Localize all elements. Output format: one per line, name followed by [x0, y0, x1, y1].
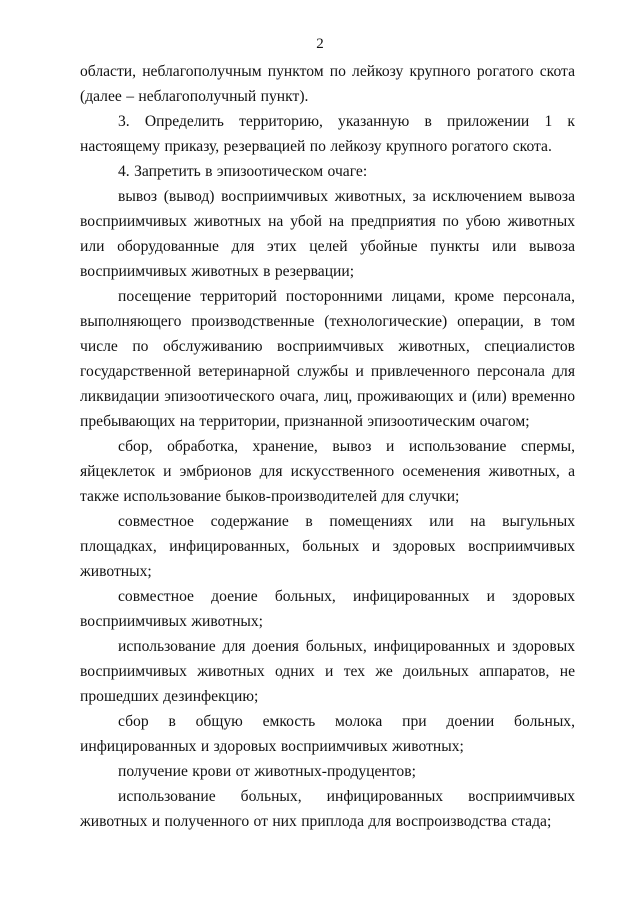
- paragraph-ban-milk-collection: сбор в общую емкость молока при доении больных, инфицированных и здоровых восприимчивых животных;: [80, 713, 575, 755]
- paragraph-ban-removal: вывоз (вывод) восприимчивых животных, за исключением вывоза восприимчивых животных на убой на предприятия по убою животных или оборудованные для этих целей убойные пункты или вывоза восприимчивых животных в резервации;: [80, 188, 575, 280]
- paragraph-ban-reproduction: использование больных, инфицированных восприимчивых животных и полученного от них приплода для воспроизводства стада;: [80, 788, 575, 830]
- paragraph-ban-visits: посещение территорий посторонними лицами, кроме персонала, выполняющего производственные (технологические) операции, в том числе по обслуживанию восприимчивых животных, специалистов государственной ветеринарной службы и привлеченного персонала для ликвидации эпизоотического очага, лиц, проживающих и (или) временно пребывающих на территории, признанной эпизоотическим очагом;: [80, 288, 575, 430]
- paragraph-ban-semen: сбор, обработка, хранение, вывоз и использование спермы, яйцеклеток и эмбрионов для искусственного осеменения животных, а также использование быков-производителей для случки;: [80, 438, 575, 505]
- paragraph-ban-joint-keeping: совместное содержание в помещениях или на выгульных площадках, инфицированных, больных и здоровых восприимчивых животных;: [80, 513, 575, 580]
- paragraph-ban-blood: получение крови от животных-продуцентов;: [118, 763, 416, 780]
- document-body: [80, 59, 575, 834]
- paragraph-ban-joint-milking: совместное доение больных, инфицированных и здоровых восприимчивых животных;: [80, 588, 575, 630]
- page-number: 2: [316, 36, 324, 52]
- paragraph-ban-shared-apparatus: использование для доения больных, инфицированных и здоровых восприимчивых животных одних и тех же доильных аппаратов, не прошедших дезинфекцию;: [80, 638, 575, 705]
- paragraph-item-4: 4. Запретить в эпизоотическом очаге:: [118, 163, 368, 180]
- paragraph-item-3: 3. Определить территорию, указанную в приложении 1 к настоящему приказу, резервацией по лейкозу крупного рогатого скота.: [80, 113, 575, 155]
- paragraph-continuation: области, неблагополучным пунктом по лейкозу крупного рогатого скота (далее – неблагополучный пункт).: [80, 63, 575, 105]
